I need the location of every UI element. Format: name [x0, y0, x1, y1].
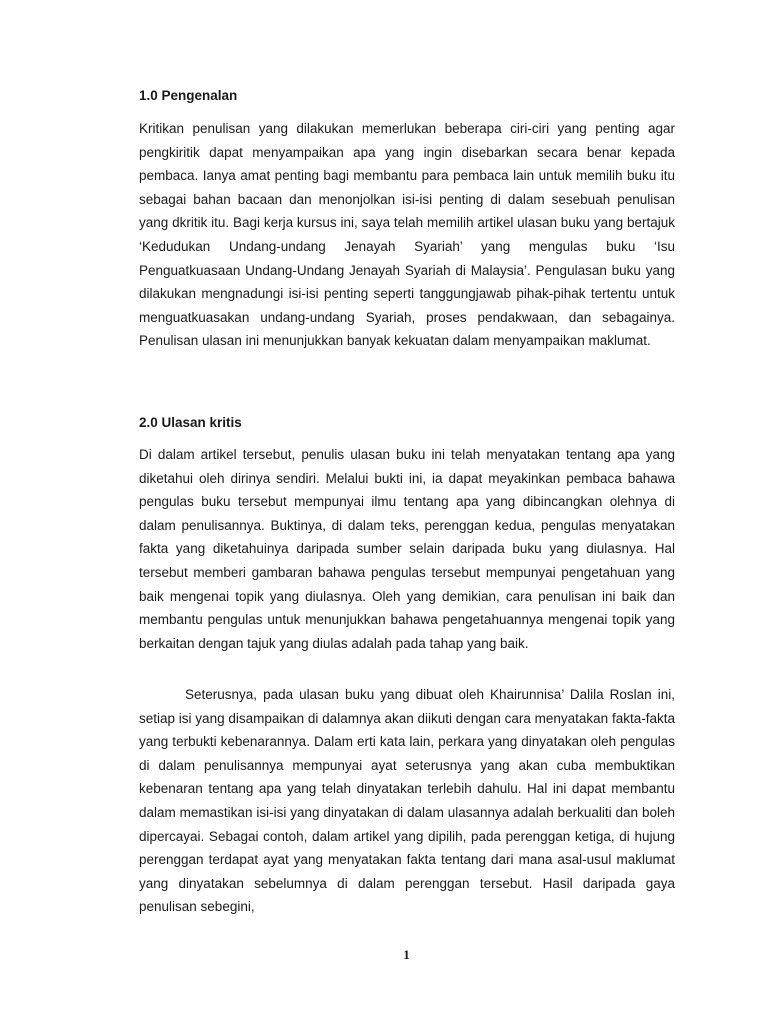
page-number: 1 [403, 947, 410, 962]
section-heading-ulasan-kritis: 2.0 Ulasan kritis [139, 415, 242, 430]
paragraph-ulasan-1: Di dalam artikel tersebut, penulis ulasan buku ini telah menyatakan tentang apa yang diketahui oleh dirinya sendiri. Melalui bukti ini, ia dapat meyakinkan pembaca bahawa pengulas buku tersebut mempunyai ilmu tentang apa yang dibincangkan olehnya di dalam penulisannya. Buktinya, di dalam teks, perenggan kedua, pengulas menyatakan fakta yang diketahuinya daripada sumber selain daripada buku yang diulasnya. Hal tersebut memberi gambaran bahawa pengulas tersebut mempunyai pengetahuan yang baik mengenai topik yang diulasnya. Oleh yang demikian, cara penulisan ini baik dan membantu pengulas untuk menunjukkan bahawa pengetahuannya mengenai topik yang berkaitan dengan tajuk yang diulas adalah pada tahap yang baik. [139, 447, 675, 651]
paragraph-ulasan-2: Seterusnya, pada ulasan buku yang dibuat oleh Khairunnisa’ Dalila Roslan ini, setiap isi yang disampaikan di dalamnya akan diikuti dengan cara menyatakan fakta-fakta yang terbukti kebenarannya. Dalam erti kata lain, perkara yang dinyatakan oleh pengulas di dalam penulisannya mempunyai ayat seterusnya yang akan cuba membuktikan kebenaran tentang apa yang telah dinyatakan terlebih dahulu. Hal ini dapat membantu dalam memastikan isi-isi yang dinyatakan di dalam ulasannya adalah berkualiti dan boleh dipercayai. Sebagai contoh, dalam artikel yang dipilih, pada perenggan ketiga, di hujung perenggan terdapat ayat yang menyatakan fakta tentang dari mana asal-usul maklumat yang dinyatakan sebelumnya di dalam perenggan tersebut. Hasil daripada gaya penulisan sebegini, [139, 687, 675, 915]
section-heading-pengenalan: 1.0 Pengenalan [139, 88, 238, 103]
paragraph-pengenalan: Kritikan penulisan yang dilakukan memerlukan beberapa ciri-ciri yang penting agar pengkiritik dapat menyampaikan apa yang ingin disebarkan secara benar kepada pembaca. Ianya amat penting bagi membantu para pembaca lain untuk memilih buku itu sebagai bahan bacaan dan menonjolkan isi-isi penting di dalam sesebuah penulisan yang dkritik itu. Bagi kerja kursus ini, saya telah memilih artikel ulasan buku yang bertajuk ‘Kedudukan Undang-undang Jenayah Syariah’ yang mengulas buku ‘Isu Penguatkuasaan Undang-Undang Jenayah Syariah di Malaysia’. Pengulasan buku yang dilakukan mengnadungi isi-isi penting seperti tanggungjawab pihak-pihak tertentu untuk menguatkuasakan undang-undang Syariah, proses pendakwaan, dan sebagainya. Penulisan ulasan ini menunjukkan banyak kekuatan dalam menyampaikan maklumat. [139, 121, 675, 349]
